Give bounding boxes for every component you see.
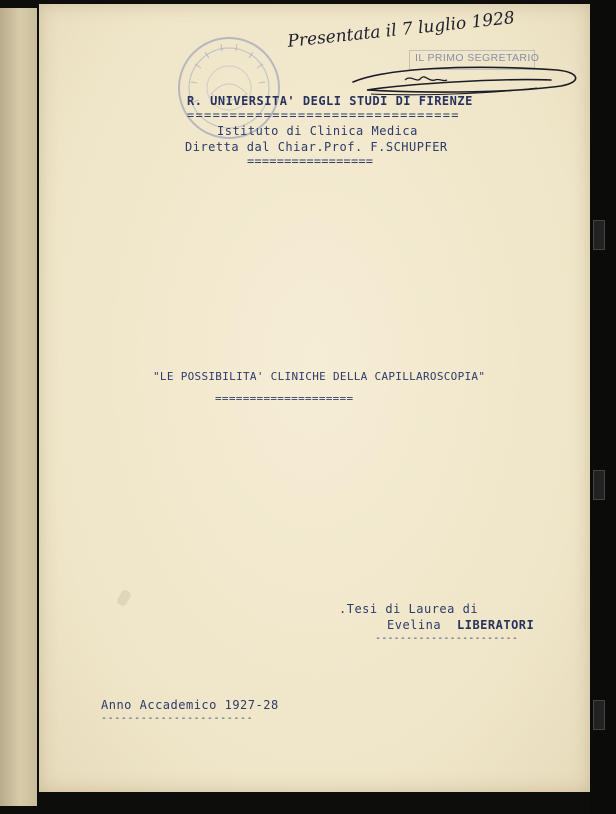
scan-edge-mark bbox=[593, 700, 605, 730]
title-rule: ==================== bbox=[215, 392, 354, 405]
academic-year: Anno Accademico 1927-28 bbox=[101, 698, 279, 712]
left-page-edge bbox=[0, 8, 37, 806]
author-last-name: LIBERATORI bbox=[457, 618, 535, 632]
author-first-name: Evelina bbox=[387, 618, 442, 632]
director-line: Diretta dal Chiar.Prof. F.SCHUPFER bbox=[185, 140, 448, 154]
thesis-title: "LE POSSIBILITA' CLINICHE DELLA CAPILLAROSCOPIA" bbox=[153, 370, 486, 383]
institute-name: Istituto di Clinica Medica bbox=[217, 124, 418, 138]
scan-edge-mark bbox=[593, 220, 605, 250]
scan-edge-mark bbox=[593, 470, 605, 500]
university-name: R. UNIVERSITA' DEGLI STUDI DI FIRENZE bbox=[187, 94, 473, 108]
academic-year-rule: ----------------------- bbox=[101, 713, 254, 724]
header-rule-short: ================= bbox=[247, 154, 374, 168]
secretary-stamp-label: IL PRIMO SEGRETARIO bbox=[415, 52, 540, 64]
document-page bbox=[39, 4, 590, 792]
header-rule-long: ================================ bbox=[187, 108, 460, 122]
thesis-label: .Tesi di Laurea di bbox=[339, 602, 479, 616]
handwritten-date-note: Presentata il 7 luglio 1928 bbox=[286, 8, 516, 52]
scan-edge-strip bbox=[590, 0, 616, 814]
author-rule: ----------------------- bbox=[375, 633, 519, 644]
paper-smudge bbox=[116, 589, 133, 608]
